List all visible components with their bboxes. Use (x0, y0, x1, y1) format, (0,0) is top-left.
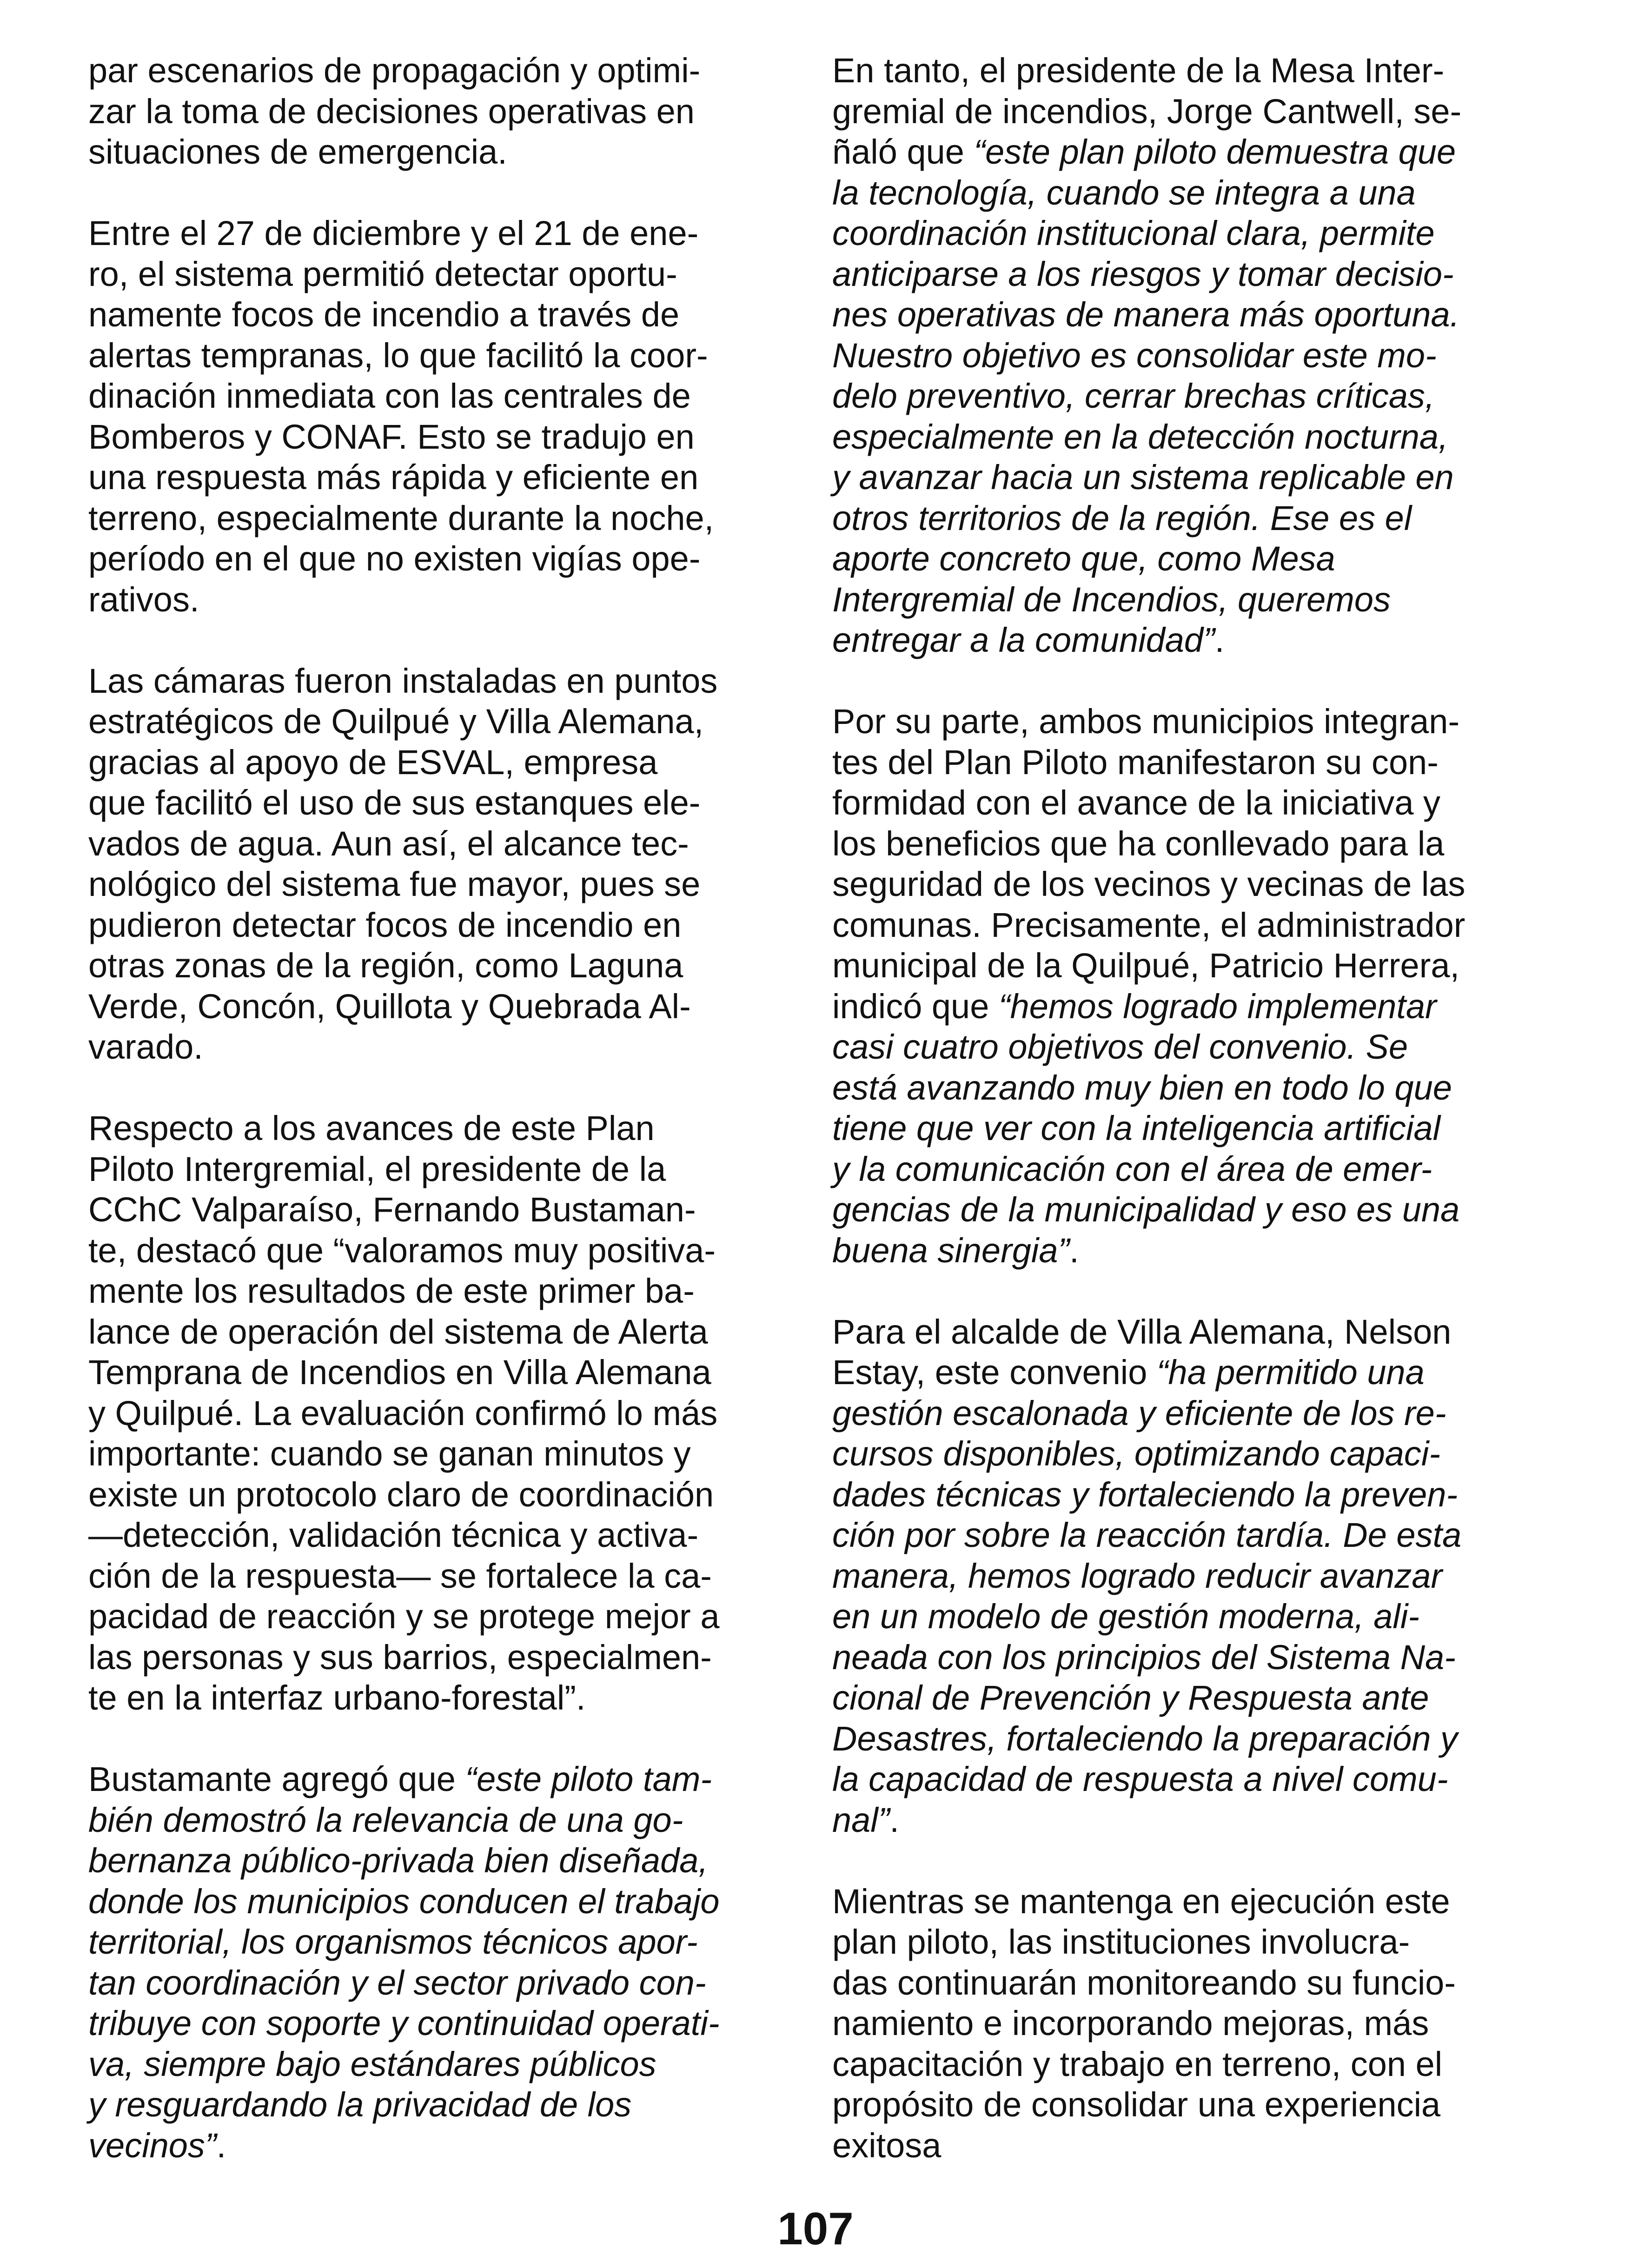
text-line (88, 1637, 814, 1678)
text-line (88, 1759, 814, 1800)
paragraph (88, 50, 814, 172)
left-column (88, 50, 814, 2207)
text-line (88, 1678, 814, 1718)
text-line (832, 1922, 1558, 1963)
text-line (832, 1230, 1558, 1271)
quote-text: gencias de la municipalidad y eso es una (832, 1190, 1460, 1229)
text-line (832, 579, 1558, 620)
body-text: ñaló que (832, 133, 974, 171)
body-text: namente focos de incendio a través de (88, 295, 680, 334)
text-line (832, 1759, 1558, 1800)
text-line (88, 1352, 814, 1393)
quote-text: Desastres, fortaleciendo la preparación y (832, 1719, 1458, 1758)
text-line (88, 661, 814, 702)
text-line (832, 1352, 1558, 1393)
text-line (88, 1474, 814, 1515)
quote-text: nes operativas de manera más oportuna. (832, 295, 1460, 334)
text-line (832, 1474, 1558, 1515)
text-line (832, 417, 1558, 458)
paragraph (88, 1108, 814, 1718)
body-text: formidad con el avance de la iniciativa y (832, 783, 1441, 822)
body-text: pudieron detectar focos de incendio en (88, 905, 682, 944)
text-line (832, 50, 1558, 91)
text-line (832, 783, 1558, 823)
text-line (832, 213, 1558, 254)
text-line (88, 986, 814, 1027)
quote-text: gestión escalonada y eficiente de los re- (832, 1393, 1446, 1432)
text-line (88, 945, 814, 986)
text-line (88, 1230, 814, 1271)
body-text: indicó que (832, 987, 999, 1026)
text-line (88, 1027, 814, 1068)
body-text: las personas y sus barrios, especialmen- (88, 1638, 712, 1677)
body-text: Bustamante agregó que (88, 1760, 465, 1798)
body-text: Por su parte, ambos municipios integran- (832, 702, 1460, 741)
body-text: seguridad de los vecinos y vecinas de las (832, 865, 1465, 903)
quote-text: “este plan piloto demuestra que (974, 133, 1456, 171)
paragraph (832, 701, 1558, 1271)
body-text: . (1214, 621, 1225, 659)
body-text: tes del Plan Piloto manifestaron su con- (832, 743, 1439, 782)
body-text: municipal de la Quilpué, Patricio Herrera, (832, 946, 1460, 985)
body-text: los beneficios que ha conllevado para la (832, 824, 1445, 863)
body-text: En tanto, el presidente de la Mesa Inter- (832, 51, 1445, 90)
quote-text: bernanza público-privada bien diseñada, (88, 1841, 708, 1880)
text-line (832, 1189, 1558, 1230)
text-line (88, 417, 814, 458)
text-line (832, 1678, 1558, 1718)
text-line (88, 823, 814, 864)
quote-text: coordinación institucional clara, permite (832, 214, 1435, 252)
text-line (88, 1393, 814, 1434)
paragraph (832, 1881, 1558, 2166)
quote-text: manera, hemos logrado reducir avanzar (832, 1556, 1443, 1595)
text-line (832, 1149, 1558, 1190)
text-line (832, 172, 1558, 213)
text-line (832, 335, 1558, 376)
text-line (832, 1027, 1558, 1068)
text-line (832, 538, 1558, 579)
text-line (832, 905, 1558, 946)
body-text: importante: cuando se ganan minutos y (88, 1434, 691, 1473)
quote-text: la tecnología, cuando se integra a una (832, 173, 1416, 212)
paragraph (88, 213, 814, 620)
quote-text: “hemos logrado implementar (998, 987, 1437, 1026)
quote-text: especialmente en la detección nocturna, (832, 417, 1448, 456)
text-line (832, 2003, 1558, 2044)
body-text: das continuarán monitoreando su funcio- (832, 1963, 1456, 2002)
body-text: gracias al apoyo de ESVAL, empresa (88, 743, 658, 782)
paragraph (88, 661, 814, 1068)
text-line (88, 2003, 814, 2044)
text-line (832, 132, 1558, 172)
body-text: ro, el sistema permitió detectar oportu- (88, 254, 677, 293)
text-line (832, 823, 1558, 864)
body-text: rativos. (88, 580, 199, 619)
quote-text: va, siempre bajo estándares públicos (88, 2044, 656, 2083)
body-text: namiento e incorporando mejoras, más (832, 2004, 1429, 2043)
text-line (832, 1108, 1558, 1149)
body-text: —detección, validación técnica y activa- (88, 1516, 699, 1554)
text-line (88, 1596, 814, 1637)
body-text: Verde, Concón, Quillota y Quebrada Al- (88, 987, 691, 1026)
quote-text: y avanzar hacia un sistema replicable en (832, 458, 1454, 497)
text-line (88, 1271, 814, 1312)
body-text: te, destacó que “valoramos muy positiva- (88, 1231, 716, 1270)
text-line (832, 1556, 1558, 1597)
text-line (88, 91, 814, 132)
quote-text: está avanzando muy bien en todo lo que (832, 1068, 1452, 1107)
text-line (88, 783, 814, 823)
paragraph (88, 1759, 814, 2166)
quote-text: territorial, los organismos técnicos apor- (88, 1923, 698, 1961)
quote-text: cursos disponibles, optimizando capaci- (832, 1434, 1441, 1473)
text-line (88, 2044, 814, 2085)
text-line (88, 294, 814, 335)
text-line (832, 294, 1558, 335)
quote-text: tiene que ver con la inteligencia artificial (832, 1109, 1441, 1147)
quote-text: “este piloto tam- (465, 1760, 712, 1798)
body-text: lance de operación del sistema de Alerta (88, 1312, 708, 1351)
text-line (832, 701, 1558, 742)
quote-text: Intergremial de Incendios, queremos (832, 580, 1391, 619)
body-text: . (1069, 1231, 1079, 1270)
text-line (832, 91, 1558, 132)
text-line (832, 1881, 1558, 1922)
paragraph (832, 50, 1558, 661)
body-text: otras zonas de la región, como Laguna (88, 946, 683, 985)
quote-text: nal” (832, 1800, 890, 1839)
quote-text: aporte concreto que, como Mesa (832, 539, 1335, 578)
text-line (832, 457, 1558, 498)
paragraph (832, 1312, 1558, 1841)
quote-text: buena sinergia” (832, 1231, 1070, 1270)
body-text: capacitación y trabajo en terreno, con el (832, 2044, 1443, 2083)
text-line (88, 1881, 814, 1922)
body-text: Las cámaras fueron instaladas en puntos (88, 661, 718, 700)
body-text: y Quilpué. La evaluación confirmó lo más (88, 1393, 718, 1432)
quote-text: vecinos” (88, 2126, 217, 2165)
body-text: estratégicos de Quilpué y Villa Alemana, (88, 702, 704, 741)
quote-text: delo preventivo, cerrar brechas críticas, (832, 377, 1435, 415)
quote-text: entregar a la comunidad” (832, 621, 1215, 659)
quote-text: bién demostró la relevancia de una go- (88, 1800, 683, 1839)
text-line (88, 742, 814, 783)
body-text: . (889, 1800, 899, 1839)
quote-text: dades técnicas y fortaleciendo la preven- (832, 1475, 1458, 1514)
text-line (88, 1800, 814, 1841)
text-line (88, 1108, 814, 1149)
text-line (832, 864, 1558, 905)
text-line (88, 2125, 814, 2166)
body-text: alertas tempranas, lo que facilitó la coor- (88, 336, 708, 375)
text-line (88, 1515, 814, 1556)
text-line (832, 498, 1558, 539)
body-text: varado. (88, 1028, 203, 1066)
body-text: vados de agua. Aun así, el alcance tec- (88, 824, 689, 863)
text-line (88, 335, 814, 376)
body-text: que facilitó el uso de sus estanques ele- (88, 783, 701, 822)
body-text: comunas. Precisamente, el administrador (832, 905, 1465, 944)
text-line (88, 254, 814, 295)
text-line (88, 1312, 814, 1353)
text-line (832, 1596, 1558, 1637)
quote-text: y la comunicación con el área de emer- (832, 1149, 1432, 1188)
quote-text: cional de Prevención y Respuesta ante (832, 1678, 1429, 1717)
body-text: par escenarios de propagación y optimi- (88, 51, 701, 90)
text-line (832, 1393, 1558, 1434)
text-line (88, 1556, 814, 1597)
text-line (88, 376, 814, 417)
body-text: Piloto Intergremial, el presidente de la (88, 1149, 666, 1188)
quote-text: donde los municipios conducen el trabajo (88, 1882, 720, 1921)
text-line (88, 1840, 814, 1881)
text-line (88, 1922, 814, 1963)
text-line (832, 620, 1558, 661)
body-text: zar la toma de decisiones operativas en (88, 92, 695, 131)
body-text: terreno, especialmente durante la noche, (88, 498, 714, 537)
body-text: Estay, este convenio (832, 1353, 1157, 1392)
text-line (832, 2044, 1558, 2085)
text-line (88, 50, 814, 91)
body-text: Entre el 27 de diciembre y el 21 de ene- (88, 214, 699, 252)
text-line (88, 538, 814, 579)
body-text: gremial de incendios, Jorge Cantwell, se- (832, 92, 1462, 131)
body-text: te en la interfaz urbano-forestal”. (88, 1678, 586, 1717)
text-line (832, 1637, 1558, 1678)
text-line (88, 132, 814, 172)
text-line (832, 2125, 1558, 2166)
text-line (832, 1312, 1558, 1353)
body-text: . (216, 2126, 226, 2165)
text-line (832, 1800, 1558, 1841)
text-line (88, 905, 814, 946)
body-text: Bomberos y CONAF. Esto se tradujo en (88, 417, 695, 456)
text-line (88, 1433, 814, 1474)
text-line (88, 1963, 814, 2003)
quote-text: ción por sobre la reacción tardía. De esta (832, 1516, 1462, 1554)
quote-text: y resguardando la privacidad de los (88, 2085, 632, 2124)
text-line (832, 2084, 1558, 2125)
quote-text: Nuestro objetivo es consolidar este mo- (832, 336, 1437, 375)
quote-text: neada con los principios del Sistema Na- (832, 1638, 1456, 1677)
page-number: 107 (777, 2203, 854, 2254)
text-line (88, 701, 814, 742)
text-line (832, 1433, 1558, 1474)
text-line (88, 1189, 814, 1230)
body-text: nológico del sistema fue mayor, pues se (88, 865, 701, 903)
body-text: propósito de consolidar una experiencia (832, 2085, 1441, 2124)
body-text: Mientras se mantenga en ejecución este (832, 1882, 1450, 1921)
quote-text: casi cuatro objetivos del convenio. Se (832, 1028, 1408, 1066)
text-line (832, 986, 1558, 1027)
body-text: exitosa (832, 2126, 941, 2165)
text-line (88, 1149, 814, 1190)
body-text: Temprana de Incendios en Villa Alemana (88, 1353, 711, 1392)
text-line (832, 1718, 1558, 1759)
quote-text: tan coordinación y el sector privado con- (88, 1963, 706, 2002)
body-text: pacidad de reacción y se protege mejor a (88, 1597, 720, 1636)
text-line (88, 579, 814, 620)
quote-text: anticiparse a los riesgos y tomar decisio- (832, 254, 1454, 293)
text-line (88, 498, 814, 539)
text-line (832, 254, 1558, 295)
text-line (832, 742, 1558, 783)
body-text: Respecto a los avances de este Plan (88, 1109, 655, 1147)
body-text: una respuesta más rápida y eficiente en (88, 458, 699, 497)
text-line (832, 1515, 1558, 1556)
text-line (832, 945, 1558, 986)
body-text: situaciones de emergencia. (88, 133, 507, 171)
text-line (832, 1963, 1558, 2003)
text-line (832, 1068, 1558, 1108)
text-line (88, 457, 814, 498)
quote-text: la capacidad de respuesta a nivel comu- (832, 1760, 1448, 1798)
body-text: mente los resultados de este primer ba- (88, 1272, 695, 1310)
body-text: período en el que no existen vigías ope- (88, 539, 701, 578)
body-text: dinación inmediata con las centrales de (88, 377, 691, 415)
body-text: existe un protocolo claro de coordinación (88, 1475, 714, 1514)
text-line (88, 864, 814, 905)
quote-text: otros territorios de la región. Ese es el (832, 498, 1412, 537)
text-line (832, 376, 1558, 417)
body-text: Para el alcalde de Villa Alemana, Nelson (832, 1312, 1452, 1351)
quote-text: en un modelo de gestión moderna, ali- (832, 1597, 1419, 1636)
body-text: ción de la respuesta— se fortalece la ca- (88, 1556, 712, 1595)
body-text: CChC Valparaíso, Fernando Bustaman- (88, 1190, 696, 1229)
right-column (832, 50, 1558, 2207)
text-line (88, 213, 814, 254)
quote-text: “ha permitido una (1156, 1353, 1425, 1392)
quote-text: tribuye con soporte y continuidad operati- (88, 2004, 720, 2043)
body-text: plan piloto, las instituciones involucra- (832, 1923, 1410, 1961)
text-line (88, 2084, 814, 2125)
